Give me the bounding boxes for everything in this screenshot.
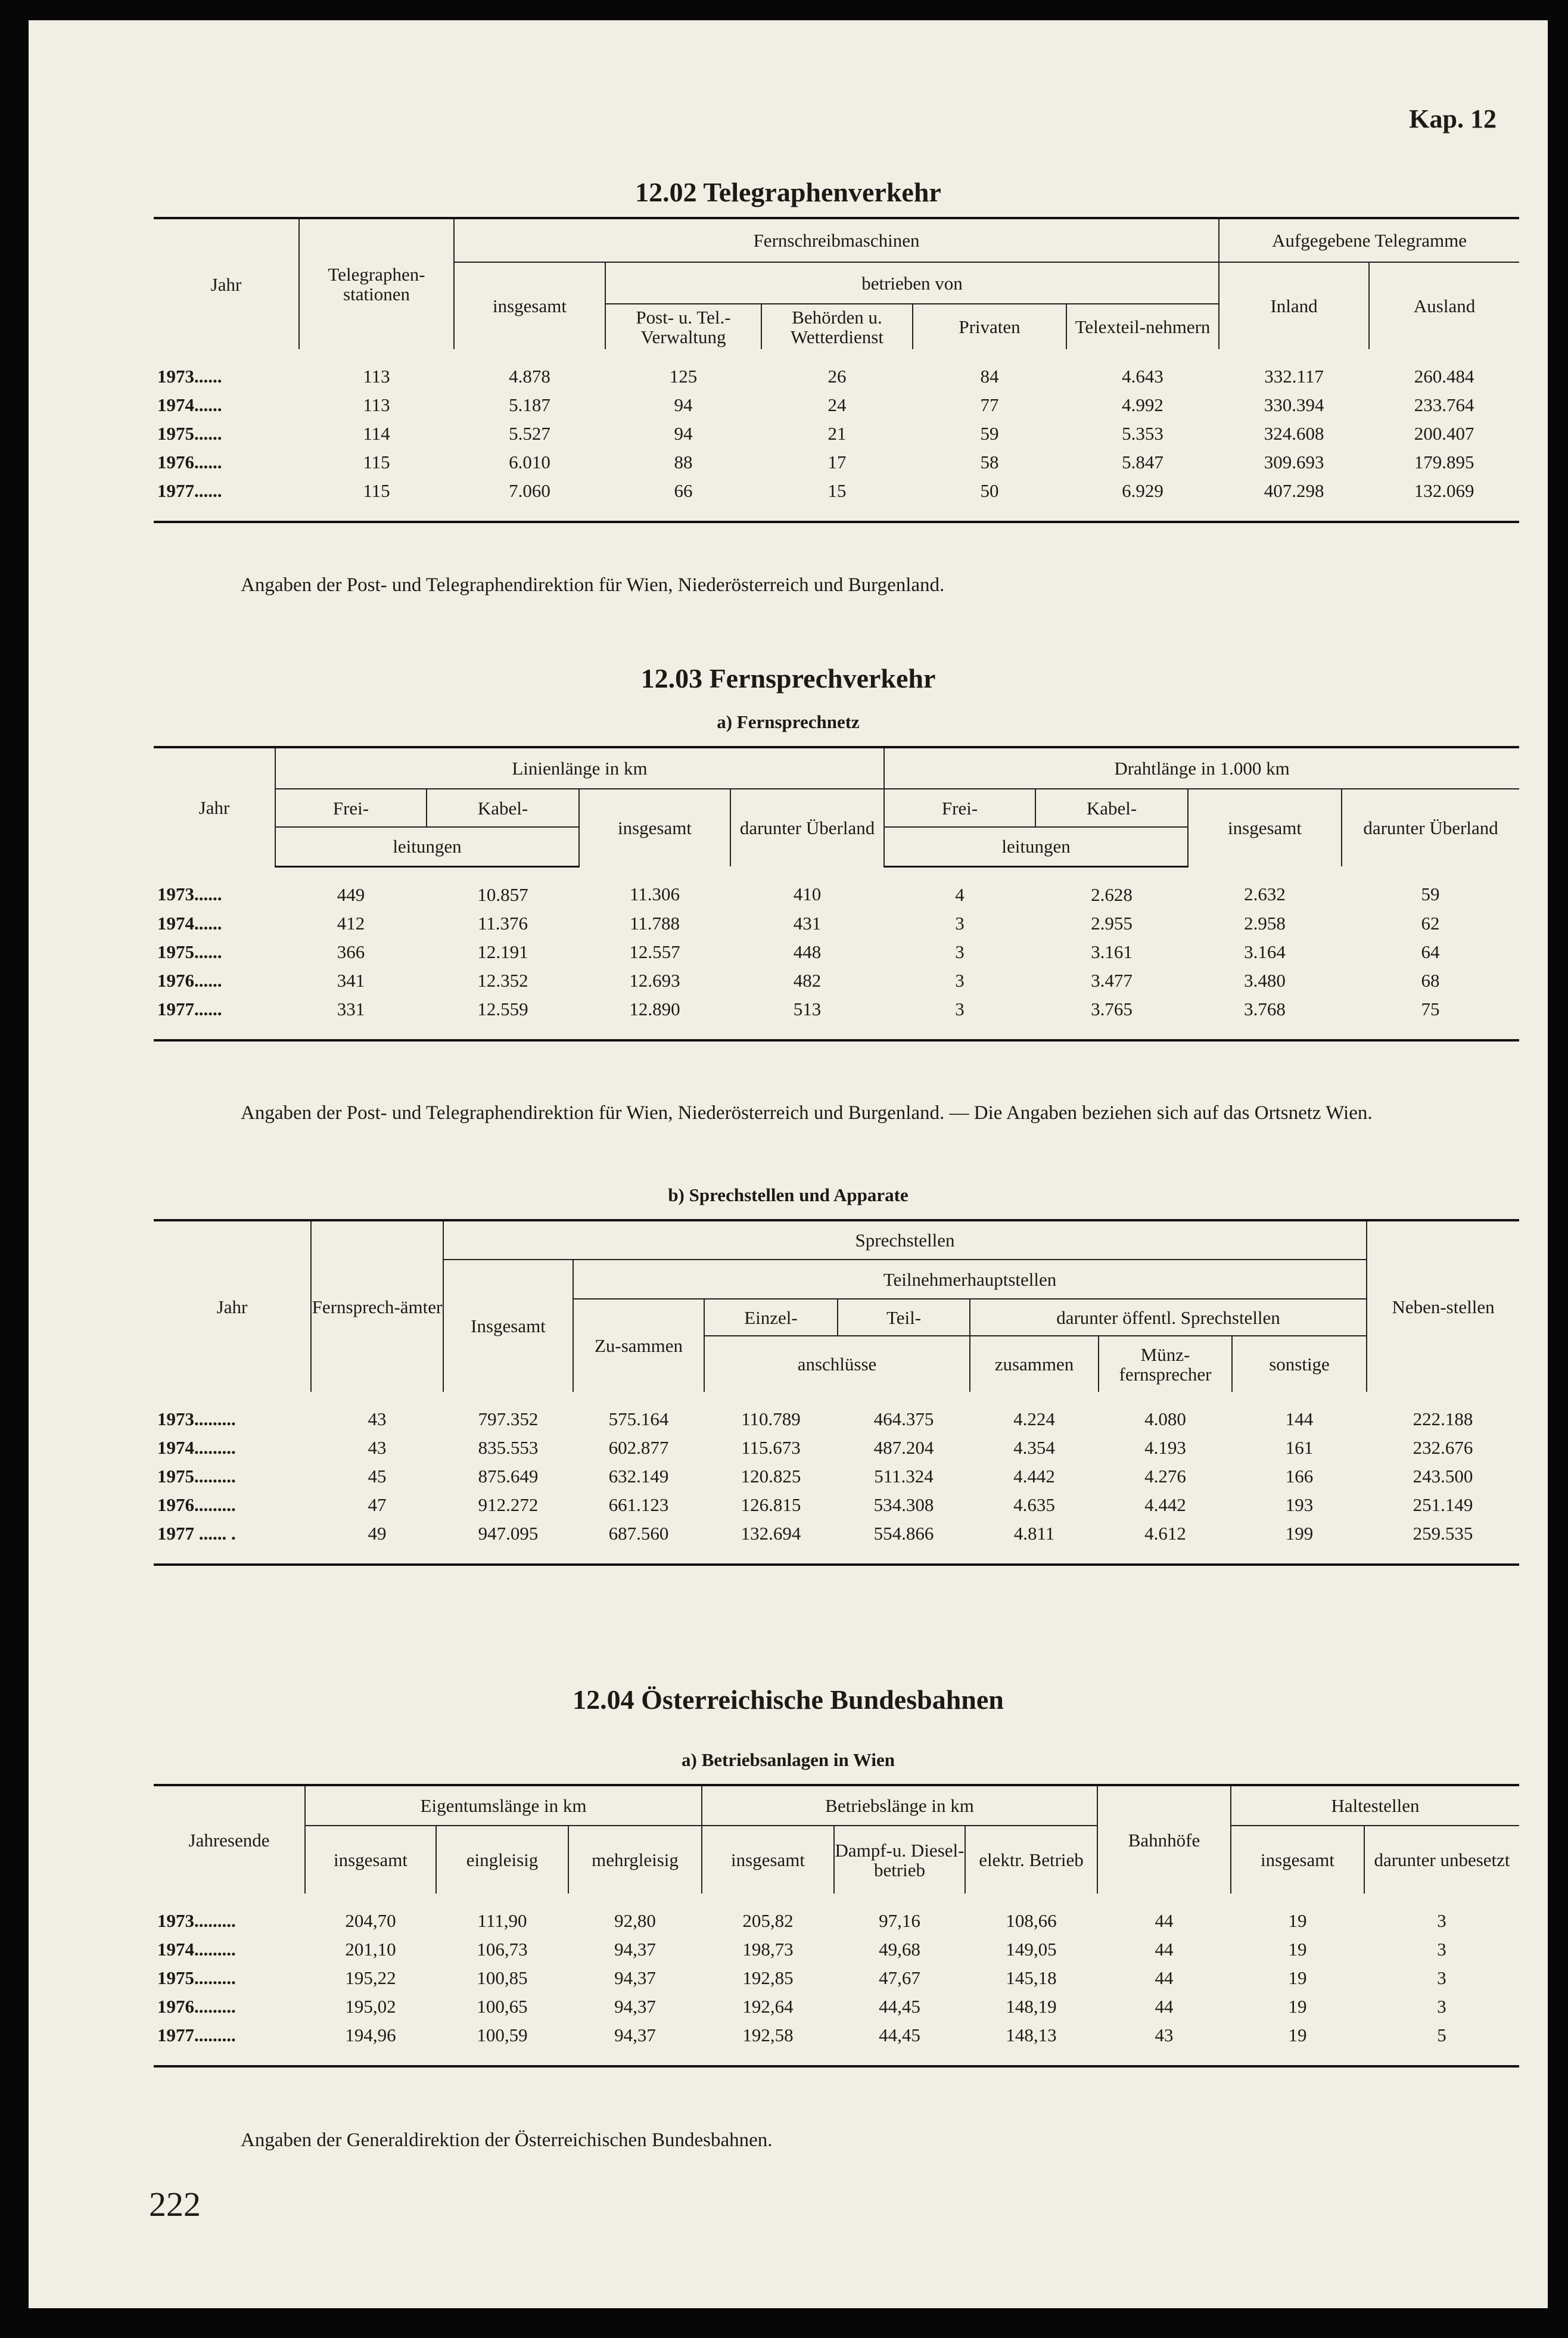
header-leitungen: leitungen	[884, 827, 1188, 866]
table-telegraphenverkehr	[154, 217, 1519, 523]
header-insgesamt: insgesamt	[579, 789, 730, 866]
header-ausland: Ausland	[1369, 262, 1519, 349]
header-betriebslaenge: Betriebslänge in km	[702, 1785, 1097, 1826]
page-number: 222	[149, 2185, 201, 2224]
header-darunter-unbesetzt: darunter unbesetzt	[1364, 1826, 1519, 1894]
table-row: 1974......... 201,10 106,73 94,37 198,73 49,68 149,05 44 19 3	[157, 1939, 1446, 1960]
table-row: 1975...... 366 12.191 12.557 448 3 3.161 3.164 64	[157, 941, 1440, 962]
header-jahr: Jahr	[154, 218, 299, 349]
header-sprechstellen: Sprechstellen	[443, 1220, 1367, 1260]
table-row: 1975...... 114 5.527 94 21 59 5.353 324.608 200.407	[157, 423, 1474, 444]
source-note-1202: Angaben der Post- und Telegraphendirektion für Wien, Niederösterreich und Burgenland.	[241, 574, 945, 596]
table-row: 1973...... 113 4.878 125 26 84 4.643 332.117 260.484	[157, 366, 1474, 387]
table-row: 1973......... 43 797.352 575.164 110.789 464.375 4.224 4.080 144 222.188	[157, 1409, 1473, 1429]
header-teil: Teil-	[838, 1299, 970, 1336]
table-row: 1977......... 194,96 100,59 94,37 192,58 44,45 148,13 43 19 5	[154, 2021, 1519, 2066]
header-mehrgleisig: mehrgleisig	[568, 1826, 702, 1894]
header-anschluesse: anschlüsse	[704, 1336, 970, 1392]
header-oeffentl-sprechstellen: darunter öffentl. Sprechstellen	[970, 1299, 1367, 1336]
header-inland: Inland	[1219, 262, 1369, 349]
header-jahresende: Jahresende	[154, 1785, 305, 1894]
table-row: 1973...... 449 10.857 11.306 410 4 2.628 2.632 59	[157, 883, 1440, 905]
section-title-1204: 12.04 Österreichische Bundesbahnen	[573, 1684, 1004, 1715]
table-fernsprechnetz	[154, 746, 1519, 1041]
header-zusammen-oeffentl: zusammen	[970, 1336, 1099, 1392]
header-teilnehmerhauptstellen: Teilnehmerhauptstellen	[573, 1260, 1367, 1299]
table-row: 1975......... 45 875.649 632.149 120.825 511.324 4.442 4.276 166 243.500	[157, 1466, 1473, 1487]
header-fernsprechaemter: Fernsprech-ämter	[311, 1220, 443, 1392]
table-row: 1977...... 331 12.559 12.890 513 3 3.765 3.768 75	[154, 995, 1519, 1040]
header-drahtlaenge: Drahtlänge in 1.000 km	[884, 747, 1519, 789]
header-dampf-diesel: Dampf-u. Diesel-betrieb	[834, 1826, 965, 1894]
chapter-label: Kap. 12	[1409, 104, 1497, 133]
header-darunter-ueberland: darunter Überland	[1342, 789, 1519, 866]
source-note-1203a: Angaben der Post- und Telegraphendirektion für Wien, Niederösterreich und Burgenland. — Die Angaben beziehen sich auf das Ortsnetz Wien.	[241, 1102, 1373, 1124]
subtitle-sprechstellen: b) Sprechstellen und Apparate	[668, 1184, 909, 1205]
header-telegramme: Aufgegebene Telegramme	[1219, 218, 1519, 262]
table-row: 1976...... 115 6.010 88 17 58 5.847 309.693 179.895	[157, 452, 1474, 472]
table-row: 1974......... 43 835.553 602.877 115.673 487.204 4.354 4.193 161 232.676	[157, 1437, 1473, 1458]
table-row: 1975......... 195,22 100,85 94,37 192,85 47,67 145,18 44 19 3	[157, 1967, 1446, 1988]
header-eigentumslaenge: Eigentumslänge in km	[305, 1785, 702, 1826]
header-betrieben-von: betrieben von	[605, 262, 1219, 304]
section-title-1203: 12.03 Fernsprechverkehr	[640, 663, 936, 694]
header-telexteilnehmern: Telexteil-nehmern	[1066, 304, 1219, 349]
header-leitungen: leitungen	[275, 827, 579, 866]
header-post-verwaltung: Post- u. Tel.-Verwaltung	[605, 304, 761, 349]
header-jahr: Jahr	[154, 1220, 311, 1392]
header-frei: Frei-	[275, 789, 427, 827]
header-frei: Frei-	[884, 789, 1035, 827]
table-row: 1976......... 195,02 100,65 94,37 192,64 44,45 148,19 44 19 3	[157, 1996, 1446, 2017]
table-row: 1976......... 47 912.272 661.123 126.815 534.308 4.635 4.442 193 251.149	[157, 1494, 1473, 1515]
header-kabel: Kabel-	[427, 789, 579, 827]
header-insgesamt: insgesamt	[305, 1826, 436, 1894]
header-insgesamt: insgesamt	[702, 1826, 834, 1894]
table-betriebsanlagen	[154, 1784, 1519, 2067]
header-muenzfernsprecher: Münz-fernsprecher	[1099, 1336, 1232, 1392]
header-zusammen: Zu-sammen	[573, 1299, 704, 1392]
header-eingleisig: eingleisig	[436, 1826, 568, 1894]
table-row: 1976...... 341 12.352 12.693 482 3 3.477 3.480 68	[157, 969, 1440, 991]
header-insgesamt: Insgesamt	[443, 1260, 573, 1392]
header-fernschreibmaschinen: Fernschreibmaschinen	[454, 218, 1219, 262]
header-insgesamt: insgesamt	[454, 262, 605, 349]
source-note-1204: Angaben der Generaldirektion der Österreichischen Bundesbahnen.	[241, 2129, 773, 2151]
table-sprechstellen	[154, 1219, 1519, 1566]
table-row: 1973......... 204,70 111,90 92,80 205,82 97,16 108,66 44 19 3	[157, 1910, 1446, 1931]
header-haltestellen: Haltestellen	[1231, 1785, 1519, 1826]
subtitle-fernsprechnetz: a) Fernsprechnetz	[717, 711, 860, 732]
header-telegraphenstationen: Telegraphen-stationen	[299, 218, 454, 349]
subtitle-betriebsanlagen: a) Betriebsanlagen in Wien	[682, 1749, 895, 1770]
header-linienlaenge: Linienlänge in km	[275, 747, 884, 789]
header-behoerden: Behörden u. Wetterdienst	[761, 304, 913, 349]
header-insgesamt: insgesamt	[1188, 789, 1342, 866]
header-nebenstellen: Neben-stellen	[1367, 1220, 1519, 1392]
header-sonstige: sonstige	[1232, 1336, 1367, 1392]
header-kabel: Kabel-	[1035, 789, 1188, 827]
header-elektr-betrieb: elektr. Betrieb	[965, 1826, 1097, 1894]
header-jahr: Jahr	[154, 747, 275, 866]
header-insgesamt: insgesamt	[1231, 1826, 1364, 1894]
table-row: 1974...... 113 5.187 94 24 77 4.992 330.394 233.764	[157, 394, 1474, 415]
table-row: 1977 ...... . 49 947.095 687.560 132.694 554.866 4.811 4.612 199 259.535	[154, 1519, 1519, 1565]
header-einzel: Einzel-	[704, 1299, 838, 1336]
header-darunter-ueberland: darunter Überland	[730, 789, 884, 866]
section-title-1202: 12.02 Telegraphenverkehr	[635, 177, 941, 207]
table-row: 1977...... 115 7.060 66 15 50 6.929 407.298 132.069	[154, 477, 1519, 522]
header-privaten: Privaten	[913, 304, 1066, 349]
table-row: 1974...... 412 11.376 11.788 431 3 2.955 2.958 62	[157, 912, 1440, 934]
header-bahnhoefe: Bahnhöfe	[1097, 1785, 1231, 1894]
document-page	[29, 20, 1548, 2308]
